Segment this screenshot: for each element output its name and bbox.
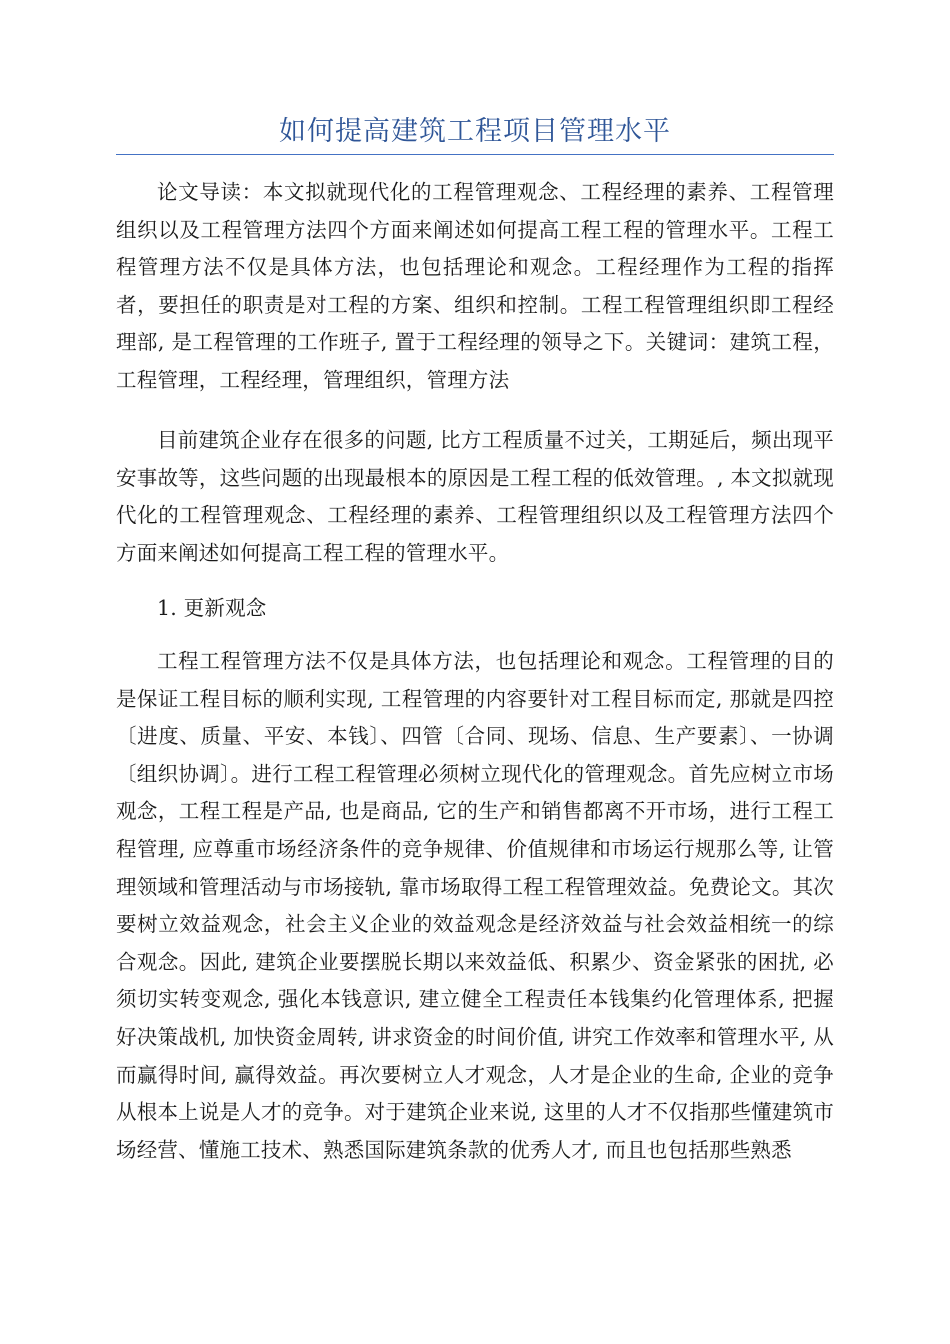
intro-paragraph: 目前建筑企业存在很多的问题, 比方工程质量不过关，工期延后，频出现平安事故等，这些问题的出现最根本的原因是工程工程的低效管理。, 本文拟就现代化的工程管理观念、工程经理的素养、工程管理组织以及工程管理方法四个方面来阐述如何提高工程工程的管理水平。 bbox=[116, 428, 834, 565]
section-heading: 1. 更新观念 bbox=[157, 596, 267, 620]
body-paragraph: 工程工程管理方法不仅是具体方法，也包括理论和观念。工程管理的目的是保证工程目标的顺利实现, 工程管理的内容要针对工程目标而定, 那就是四控〔进度、质量、平安、本钱〕、四管〔合同、现场、信息、生产要素〕、一协调〔组织协调〕。进行工程工程管理必须树立现代化的管理观念。首先应树立市场观念，工程工程是产品, 也是商品, 它的生产和销售都离不开市场，进行工程工程管理, 应尊重市场经济条件的竞争规律、价值规律和市场运行规那么等, 让管理领域和管理活动与市场接轨, 靠市场取得工程工程管理效益。免费论文。其次要树立效益观念，社会主义企业的效益观念是经济效益与社会效益相统一的综合观念。因此, 建筑企业要摆脱长期以来效益低、积累少、资金紧张的困扰, 必须切实转变观念, 强化本钱意识, 建立健全工程责任本钱集约化管理体系, 把握好决策战机, 加快资金周转, 讲求资金的时间价值, 讲究工作效率和管理水平, 从而赢得时间, 赢得效益。再次要树立人才观念，人才是企业的生命, 企业的竞争从根本上说是人才的竞争。对于建筑企业来说, 这里的人才不仅指那些懂建筑市场经营、懂施工技术、熟悉国际建筑条款的优秀人才, 而且也包括那些熟悉 bbox=[116, 649, 834, 1162]
title-underline bbox=[116, 154, 834, 155]
document-title: 如何提高建筑工程项目管理水平 bbox=[279, 116, 671, 147]
abstract-paragraph: 论文导读：本文拟就现代化的工程管理观念、工程经理的素养、工程管理组织以及工程管理方法四个方面来阐述如何提高工程工程的管理水平。工程工程管理方法不仅是具体方法，也包括理论和观念。工程经理作为工程的指挥者，要担任的职责是对工程的方案、组织和控制。工程工程管理组织即工程经理部, 是工程管理的工作班子, 置于工程经理的领导之下。关键词：建筑工程，工程管理，工程经理，管理组织，管理方法 bbox=[116, 180, 834, 392]
